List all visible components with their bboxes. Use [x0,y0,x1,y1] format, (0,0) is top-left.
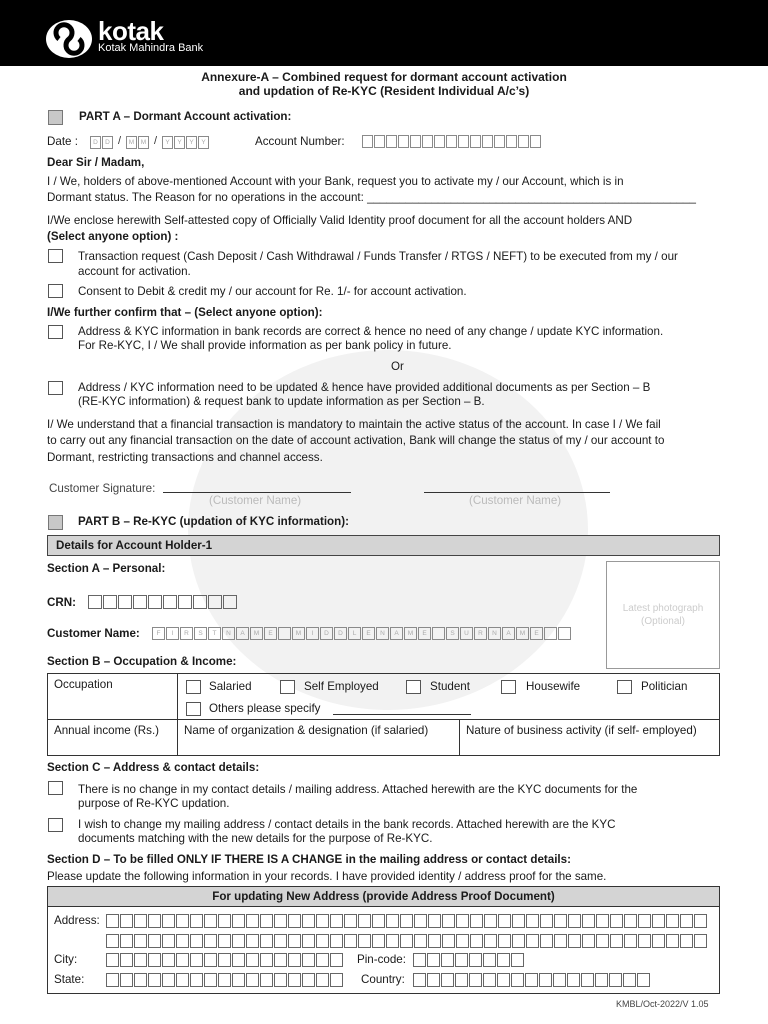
char-cell[interactable] [386,135,397,148]
char-cell[interactable] [694,914,707,928]
char-cell[interactable] [204,934,217,948]
part-b-heading: PART B – Re-KYC (updation of KYC information): [78,515,349,528]
char-cell[interactable] [88,595,102,609]
char-cell[interactable] [540,914,553,928]
char-cell[interactable]: / [153,135,158,147]
char-cell[interactable] [232,934,245,948]
form-title-line2: and updation of Re-KYC (Resident Individual A/c’s) [238,84,530,98]
char-cell[interactable] [400,914,413,928]
city-label: City: [54,953,78,966]
char-cell[interactable] [483,973,496,987]
pincode-label: Pin-code: [357,953,406,966]
salutation: Dear Sir / Madam, [47,156,145,169]
char-cell[interactable] [554,914,567,928]
char-cell[interactable] [302,934,315,948]
char-cell[interactable] [410,135,421,148]
char-cell[interactable]: E [418,627,431,640]
para1-line1: I / We, holders of above-mentioned Account with your Bank, request you to activate my / our Account, which is in [47,175,624,188]
char-cell[interactable]: E [530,627,543,640]
char-cell[interactable] [623,973,636,987]
char-cell[interactable] [190,914,203,928]
char-cell[interactable] [246,973,259,987]
char-cell[interactable] [624,934,637,948]
char-cell[interactable] [568,934,581,948]
char-cell[interactable] [512,914,525,928]
char-cell[interactable] [120,914,133,928]
char-cell[interactable] [148,934,161,948]
option-update-checkbox[interactable] [48,381,63,395]
char-cell[interactable] [204,953,217,967]
char-cell[interactable] [316,973,329,987]
option-consent-checkbox[interactable] [48,284,63,298]
kotak-logo-icon [46,20,92,58]
char-cell[interactable] [413,973,426,987]
char-cell[interactable] [540,934,553,948]
option-no-change-checkbox[interactable] [48,325,63,339]
char-cell[interactable] [568,914,581,928]
char-cell[interactable]: D [90,136,101,149]
customer-name-input[interactable] [152,627,572,640]
char-cell[interactable] [106,934,119,948]
char-cell[interactable] [511,953,524,967]
char-cell[interactable] [455,973,468,987]
char-cell[interactable] [134,934,147,948]
char-cell[interactable] [544,627,557,640]
char-cell[interactable] [176,914,189,928]
char-cell[interactable] [330,914,343,928]
char-cell[interactable] [470,135,481,148]
char-cell[interactable] [302,973,315,987]
char-cell[interactable] [218,934,231,948]
char-cell[interactable]: L [348,627,361,640]
char-cell[interactable] [434,135,445,148]
option-update-text: Address / KYC information need to be updated & hence have provided additional documents as per Section – B (RE-KYC information) & request bank to update information as per Section – B. [78,381,651,408]
housewife-checkbox[interactable] [501,680,516,694]
char-cell[interactable] [456,914,469,928]
char-cell[interactable]: N [488,627,501,640]
char-cell[interactable] [193,595,207,609]
char-cell[interactable] [176,953,189,967]
char-cell[interactable] [596,934,609,948]
no-change-address-text: There is no change in my contact details / mailing address. Attached herewith are the KYC documents for the purpose of Re-KYC updation. [78,783,638,810]
char-cell[interactable] [638,934,651,948]
char-cell[interactable] [414,934,427,948]
address-label: Address: [54,914,100,927]
char-cell[interactable] [218,953,231,967]
char-cell[interactable] [497,953,510,967]
char-cell[interactable] [554,934,567,948]
char-cell[interactable] [609,973,622,987]
self-employed-checkbox[interactable] [280,680,295,694]
section-b-heading: Section B – Occupation & Income: [47,655,237,668]
char-cell[interactable] [274,973,287,987]
signature-label: Customer Signature: [49,482,156,495]
country-input[interactable] [413,973,651,987]
char-cell[interactable] [518,135,529,148]
char-cell[interactable] [208,595,222,609]
char-cell[interactable] [190,973,203,987]
char-cell[interactable] [511,973,524,987]
char-cell[interactable] [288,934,301,948]
char-cell[interactable] [232,973,245,987]
char-cell[interactable] [498,914,511,928]
address-box-heading: For updating New Address (provide Address Proof Document) [48,887,719,907]
others-checkbox[interactable] [186,702,201,716]
part-b-checkbox[interactable] [48,515,63,530]
char-cell[interactable] [526,934,539,948]
char-cell[interactable] [362,135,373,148]
section-d-subtext: Please update the following information in your records. I have provided identity / address proof for the same. [47,870,607,883]
char-cell[interactable] [666,914,679,928]
char-cell[interactable] [386,934,399,948]
char-cell[interactable] [163,595,177,609]
char-cell[interactable] [455,953,468,967]
char-cell[interactable]: A [502,627,515,640]
section-d-heading: Section D – To be filled ONLY IF THERE IS A CHANGE in the mailing address or contact details: [47,853,571,866]
char-cell[interactable] [148,595,162,609]
account-holder-band: Details for Account Holder-1 [47,535,720,556]
char-cell[interactable] [288,953,301,967]
char-cell[interactable]: R [180,627,193,640]
char-cell[interactable]: S [194,627,207,640]
char-cell[interactable] [288,914,301,928]
char-cell[interactable] [330,953,343,967]
char-cell[interactable] [498,934,511,948]
char-cell[interactable] [288,973,301,987]
part-a-heading: PART A – Dormant Account activation: [79,110,292,123]
char-cell[interactable] [581,973,594,987]
char-cell[interactable] [469,973,482,987]
part-a-checkbox[interactable] [48,110,63,125]
char-cell[interactable] [596,914,609,928]
signature-line-2[interactable] [424,492,610,493]
country-label: Country: [361,973,405,986]
state-label: State: [54,973,85,986]
char-cell[interactable] [106,953,119,967]
para2: I/We enclose herewith Self-attested copy of Officially Valid Identity proof document for all the account holders AND [47,214,633,227]
char-cell[interactable] [512,934,525,948]
char-cell[interactable]: I [166,627,179,640]
char-cell[interactable] [610,934,623,948]
para1-line2: Dormant status. The Reason for no operations in the account: ___________________________________________________ [47,191,696,204]
char-cell[interactable] [162,973,175,987]
char-cell[interactable] [624,914,637,928]
char-cell[interactable] [358,914,371,928]
option-no-change-text: Address & KYC information in bank records are correct & hence no need of any change / update KYC information. For Re-KYC, I / We shall provide information as per bank policy in future. [78,325,664,352]
char-cell[interactable] [260,934,273,948]
city-input[interactable] [106,953,344,967]
char-cell[interactable]: A [390,627,403,640]
char-cell[interactable]: M [126,136,137,149]
option-consent-text: Consent to Debit & credit my / our account for Re. 1/- for account activation. [78,285,467,298]
char-cell[interactable] [246,914,259,928]
char-cell[interactable] [470,934,483,948]
char-cell[interactable] [232,953,245,967]
char-cell[interactable] [330,934,343,948]
char-cell[interactable] [482,135,493,148]
para3-line3: Dormant, restricting transactions and channel access. [47,451,323,464]
char-cell[interactable] [637,973,650,987]
char-cell[interactable] [316,914,329,928]
address-line2-input[interactable] [106,934,708,948]
date-label: Date : [47,135,78,148]
annual-income-label: Annual income (Rs.) [48,720,178,756]
salaried-label: Salaried [209,680,252,693]
char-cell[interactable] [456,934,469,948]
char-cell[interactable]: D [320,627,333,640]
char-cell[interactable]: / [117,135,122,147]
char-cell[interactable] [176,934,189,948]
char-cell[interactable] [204,973,217,987]
char-cell[interactable] [428,914,441,928]
char-cell[interactable] [446,135,457,148]
char-cell[interactable] [398,135,409,148]
no-change-address-checkbox[interactable] [48,781,63,795]
char-cell[interactable] [413,953,426,967]
char-cell[interactable] [302,953,315,967]
char-cell[interactable] [190,934,203,948]
char-cell[interactable] [316,953,329,967]
char-cell[interactable] [134,914,147,928]
confirm-label: I/We further confirm that – (Select anyone option): [47,306,323,319]
char-cell[interactable] [582,934,595,948]
char-cell[interactable] [386,914,399,928]
char-cell[interactable] [506,135,517,148]
char-cell[interactable]: M [404,627,417,640]
char-cell[interactable]: M [138,136,149,149]
char-cell[interactable] [106,973,119,987]
customer-name-label: Customer Name: [47,627,140,640]
char-cell[interactable] [246,953,259,967]
or-label: Or [391,360,404,373]
char-cell[interactable] [442,914,455,928]
change-address-checkbox[interactable] [48,818,63,832]
char-cell[interactable]: M [250,627,263,640]
char-cell[interactable] [120,934,133,948]
char-cell[interactable] [558,627,571,640]
char-cell[interactable] [441,953,454,967]
char-cell[interactable] [344,914,357,928]
brand-subtitle: Kotak Mahindra Bank [98,42,204,54]
char-cell[interactable]: I [306,627,319,640]
occupation-options [178,674,720,720]
char-cell[interactable] [652,914,665,928]
char-cell[interactable] [374,135,385,148]
section-c-heading: Section C – Address & contact details: [47,761,260,774]
char-cell[interactable] [330,973,343,987]
char-cell[interactable] [582,914,595,928]
option-transaction-text: Transaction request (Cash Deposit / Cash Withdrawal / Funds Transfer / RTGS / NEFT) to be executed from my / our account for activation. [78,250,678,278]
char-cell[interactable] [539,973,552,987]
char-cell[interactable] [470,914,483,928]
others-specify-line[interactable] [333,714,471,715]
char-cell[interactable] [610,914,623,928]
char-cell[interactable] [494,135,505,148]
others-label: Others please specify [209,702,321,715]
organization-field[interactable]: Name of organization & designation (if salaried) [178,720,460,756]
char-cell[interactable]: Y [198,136,209,149]
char-cell[interactable] [400,934,413,948]
char-cell[interactable] [106,914,119,928]
char-cell[interactable] [344,934,357,948]
char-cell[interactable]: M [292,627,305,640]
char-cell[interactable]: E [264,627,277,640]
char-cell[interactable] [246,934,259,948]
char-cell[interactable] [204,914,217,928]
footer-code: KMBL/Oct-2022/V 1.05 [616,999,709,1009]
signature-line-1[interactable] [163,492,351,493]
char-cell[interactable] [133,595,147,609]
char-cell[interactable] [484,914,497,928]
char-cell[interactable] [274,934,287,948]
char-cell[interactable] [134,973,147,987]
char-cell[interactable]: Y [162,136,173,149]
char-cell[interactable] [680,914,693,928]
option-transaction-checkbox[interactable] [48,249,63,263]
char-cell[interactable] [260,973,273,987]
para3-line1: I/ We understand that a financial transaction is mandatory to maintain the active status of the account. In case I / We fail [47,418,661,431]
pincode-input[interactable] [413,953,525,967]
char-cell[interactable] [260,914,273,928]
crn-input[interactable] [88,595,238,609]
char-cell[interactable] [278,627,291,640]
char-cell[interactable] [372,914,385,928]
para3-line2: to carry out any financial transaction on the date of account activation, Bank will change the status of my / our account to [47,434,665,447]
char-cell[interactable] [302,914,315,928]
char-cell[interactable] [483,953,496,967]
char-cell[interactable] [414,914,427,928]
change-address-text: I wish to change my mailing address / contact details in the bank records. Attached herewith are the KYC documents matching with the new details for the purpose of Re-KYC. [78,818,616,845]
char-cell[interactable] [497,973,510,987]
char-cell[interactable] [120,973,133,987]
char-cell[interactable] [458,135,469,148]
select-one-label: (Select anyone option) : [47,230,179,243]
char-cell[interactable] [120,953,133,967]
char-cell[interactable]: Y [174,136,185,149]
char-cell[interactable]: R [474,627,487,640]
char-cell[interactable] [274,914,287,928]
char-cell[interactable]: T [208,627,221,640]
customer-name-1: (Customer Name) [209,494,302,507]
student-checkbox[interactable] [406,680,421,694]
char-cell[interactable] [148,914,161,928]
char-cell[interactable] [427,973,440,987]
politician-checkbox[interactable] [617,680,632,694]
student-label: Student [430,680,470,693]
char-cell[interactable] [484,934,497,948]
char-cell[interactable] [428,934,441,948]
char-cell[interactable] [162,953,175,967]
account-number-input[interactable] [362,135,542,148]
char-cell[interactable] [441,973,454,987]
char-cell[interactable] [260,953,273,967]
char-cell[interactable] [666,934,679,948]
char-cell[interactable] [442,934,455,948]
section-a-heading: Section A – Personal: [47,562,166,575]
char-cell[interactable] [118,595,132,609]
char-cell[interactable] [316,934,329,948]
char-cell[interactable] [680,934,693,948]
brand-name: kotak [98,16,164,46]
char-cell[interactable] [134,953,147,967]
form-title-line1: Annexure-A – Combined request for dormant account activation [201,70,567,84]
occupation-table [47,673,720,756]
char-cell[interactable]: F [152,627,165,640]
char-cell[interactable] [148,953,161,967]
char-cell[interactable]: S [446,627,459,640]
char-cell[interactable] [553,973,566,987]
self-employed-label: Self Employed [304,680,379,693]
date-input[interactable] [90,136,210,149]
business-activity-field[interactable]: Nature of business activity (if self- employed) [460,720,720,756]
photograph-box[interactable]: Latest photograph (Optional) [606,561,720,669]
crn-label: CRN: [47,596,76,609]
char-cell[interactable]: U [460,627,473,640]
char-cell[interactable] [218,973,231,987]
char-cell[interactable] [372,934,385,948]
char-cell[interactable]: E [362,627,375,640]
politician-label: Politician [641,680,688,693]
char-cell[interactable] [525,973,538,987]
char-cell[interactable] [469,953,482,967]
char-cell[interactable] [162,934,175,948]
customer-name-2: (Customer Name) [469,494,562,507]
account-number-label: Account Number: [255,135,345,148]
char-cell[interactable]: D [102,136,113,149]
salaried-checkbox[interactable] [186,680,201,694]
char-cell[interactable] [190,953,203,967]
char-cell[interactable] [178,595,192,609]
char-cell[interactable] [694,934,707,948]
char-cell[interactable] [103,595,117,609]
char-cell[interactable]: N [222,627,235,640]
char-cell[interactable]: A [236,627,249,640]
char-cell[interactable] [162,914,175,928]
char-cell[interactable] [638,914,651,928]
char-cell[interactable] [176,973,189,987]
char-cell[interactable] [530,135,541,148]
char-cell[interactable] [427,953,440,967]
char-cell[interactable]: M [516,627,529,640]
housewife-label: Housewife [526,680,581,693]
char-cell[interactable] [148,973,161,987]
char-cell[interactable] [432,627,445,640]
char-cell[interactable] [232,914,245,928]
char-cell[interactable] [358,934,371,948]
char-cell[interactable]: N [376,627,389,640]
occupation-label: Occupation [48,674,178,720]
char-cell[interactable] [652,934,665,948]
char-cell[interactable] [274,953,287,967]
char-cell[interactable] [223,595,237,609]
char-cell[interactable]: D [334,627,347,640]
char-cell[interactable] [422,135,433,148]
char-cell[interactable]: Y [186,136,197,149]
char-cell[interactable] [218,914,231,928]
state-input[interactable] [106,973,344,987]
address-line1-input[interactable] [106,914,708,928]
char-cell[interactable] [595,973,608,987]
char-cell[interactable] [526,914,539,928]
char-cell[interactable] [567,973,580,987]
